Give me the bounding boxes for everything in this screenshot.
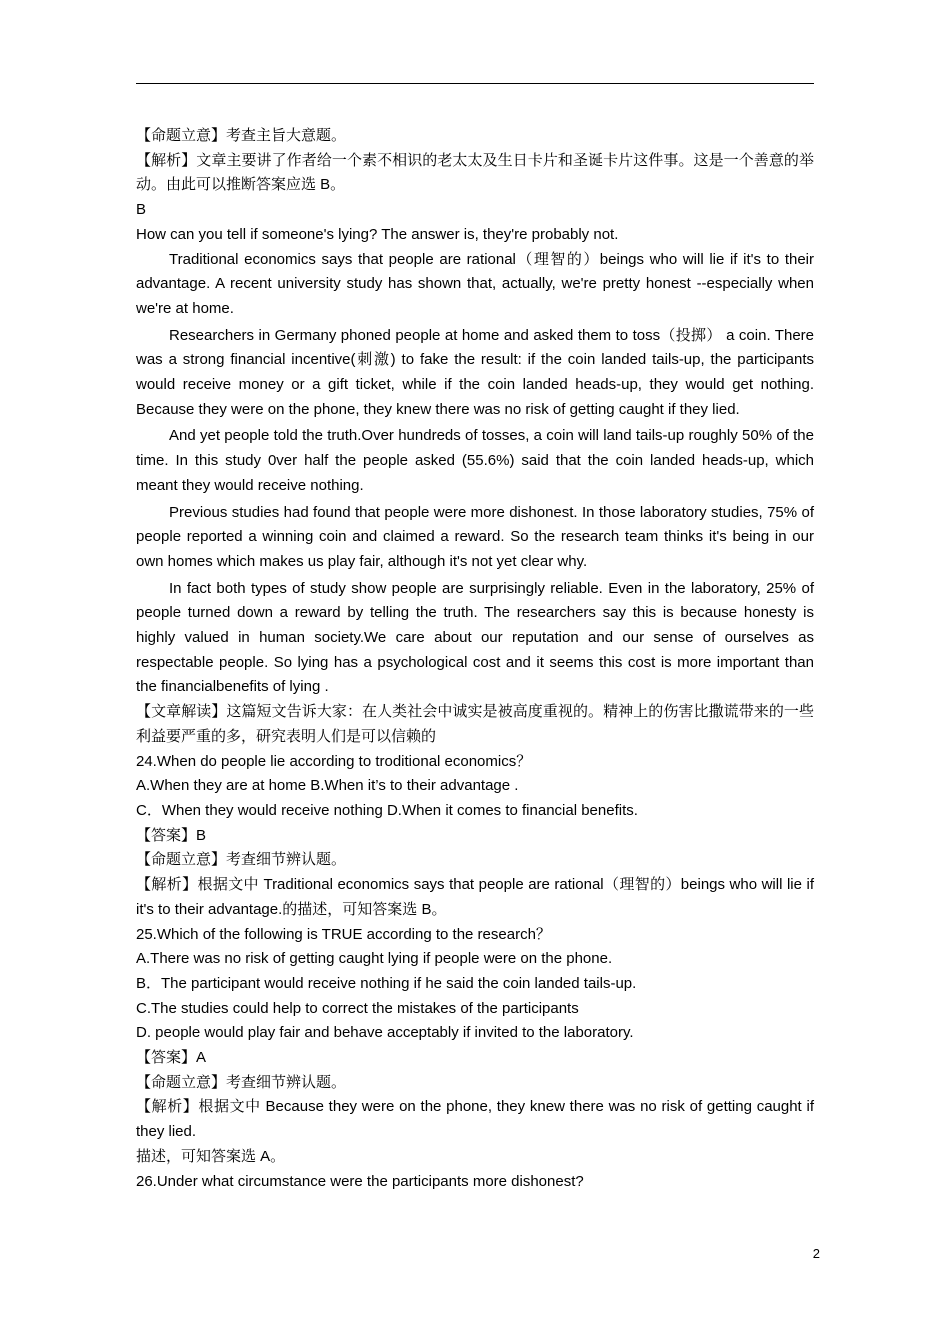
- header-rule: [136, 83, 814, 84]
- purpose-line: 【命题立意】考查主旨大意题。: [136, 127, 347, 144]
- page-number: 2: [812, 1246, 820, 1261]
- question-24: 24.When do people lie according to troditional economics？: [136, 752, 532, 770]
- purpose-line: 【命题立意】考查细节辨认题。: [136, 1073, 347, 1091]
- analysis-conclusion: 描述，可知答案选 A。: [136, 1147, 286, 1165]
- analysis-paragraph: 【解析】根据文中 Traditional economics says that people are rational（理智的）beings who will lie if it's to their advantage.的描述，可知答案选 B。: [136, 876, 814, 918]
- question-24-options-ab: A.When they are at home B.When it’s to their advantage .: [136, 777, 519, 795]
- question-25-option-d: D. people would play fair and behave acceptably if invited to the laboratory.: [136, 1024, 634, 1042]
- question-25-option-a: A.There was no risk of getting caught lying if people were on the phone.: [136, 950, 613, 968]
- passage-paragraph: Researchers in Germany phoned people at home and asked them to toss（投掷） a coin. There was a strong financial incentive(刺激) to fake the result: if the coin landed tails-up, the participants would receive money or a gift ticket, while if the coin landed heads-up, they would get nothing. Because they were on the phone, they knew there was no risk of getting caught if they lied.: [136, 326, 814, 418]
- answer-line: 【答案】B: [136, 826, 207, 844]
- question-25-option-b: B．The participant would receive nothing if he said the coin landed tails-up.: [136, 974, 637, 992]
- answer-line: 【答案】A: [136, 1049, 207, 1067]
- article-interpretation: 【文章解读】这篇短文告诉大家：在人类社会中诚实是被高度重视的。精神上的伤害比撒谎带来的一些利益要严重的多，研究表明人们是可以信赖的: [136, 703, 814, 745]
- passage-paragraph: And yet people told the truth.Over hundreds of tosses, a coin will land tails-up roughly 50% of the time. In this study 0ver half the people asked (55.6%) said that the coin landed heads-up, which meant they would receive nothing.: [136, 427, 814, 494]
- question-25: 25.Which of the following is TRUE according to the research？: [136, 925, 551, 943]
- purpose-line: 【命题立意】考查细节辨认题。: [136, 851, 347, 869]
- question-25-option-c: C.The studies could help to correct the mistakes of the participants: [136, 999, 579, 1017]
- passage-title: How can you tell if someone's lying? The answer is, they're probably not.: [136, 225, 619, 243]
- analysis-paragraph: 【解析】文章主要讲了作者给一个素不相识的老太太及生日卡片和圣诞卡片这件事。这是一个善意的举动。由此可以推断答案应选 B。: [136, 151, 814, 194]
- question-24-options-cd: C．When they would receive nothing D.When it comes to financial benefits.: [136, 801, 638, 819]
- answer-letter: B: [136, 201, 147, 219]
- document-body: [136, 124, 814, 1194]
- question-26: 26.Under what circumstance were the participants more dishonest?: [136, 1172, 584, 1190]
- analysis-paragraph: 【解析】根据文中 Because they were on the phone, they knew there was no risk of getting caught if they lied.: [136, 1098, 814, 1141]
- passage-paragraph: Traditional economics says that people are rational（理智的）beings who will lie if it's to their advantage. A recent university study has shown that, actually, we're pretty honest --especially when we're at home.: [136, 250, 814, 317]
- passage-paragraph: Previous studies had found that people were more dishonest. In those laboratory studies, 75% of people reported a winning coin and claimed a reward. So the research team thinks it's being in our own homes which makes us play fair, although it's not yet clear why.: [136, 503, 814, 570]
- passage-paragraph: In fact both types of study show people are surprisingly reliable. Even in the laboratory, 25% of people turned down a reward by telling the truth. The researchers say this is because honesty is highly valued in human society.We care about our reputation and our sense of ourselves as respectable people. So lying has a psychological cost and it seems this cost is more important than the financialbenefits of lying .: [136, 579, 814, 696]
